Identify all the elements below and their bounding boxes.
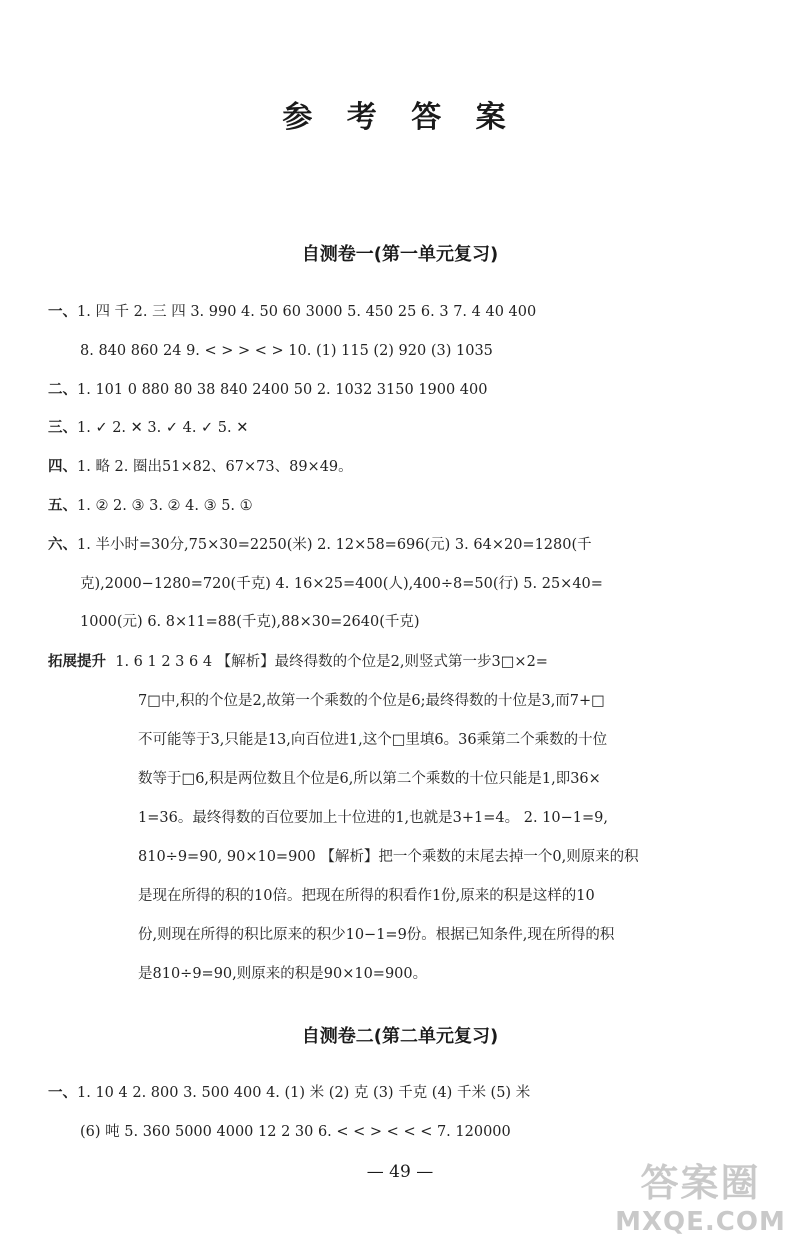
s2-q1-text1: 1. 10 4 2. 800 3. 500 400 4. (1) 米 (2) 克 (3) 千克 (4) 千米 (5) 米 — [77, 1085, 531, 1101]
s1-extension-text0: 1. 6 1 2 3 6 4 【解析】最终得数的个位是2,则竖式第一步3□×2= — [115, 654, 548, 670]
s1-q3-label: 三、 — [48, 420, 77, 436]
s1-q5-text: 1. ② 2. ③ 3. ② 4. ③ 5. ① — [77, 498, 253, 514]
s1-q6-label: 六、 — [48, 537, 77, 553]
s1-extension-line3: 不可能等于3,只能是13,向百位进1,这个□里填6。36乘第二个乘数的十位 — [138, 732, 608, 748]
watermark-logo — [613, 1160, 788, 1246]
s1-q5-line1 — [48, 496, 253, 516]
s1-q3-line1 — [48, 418, 248, 438]
s2-q1-line1 — [48, 1083, 530, 1103]
s1-q2-line1 — [48, 380, 487, 400]
s1-extension-line9: 是810÷9=90,则原来的积是90×10=900。 — [138, 966, 428, 982]
s1-extension-line2: 7□中,积的个位是2,故第一个乘数的个位是6;最终得数的十位是3,而7+□ — [138, 693, 605, 709]
section2-title: 自测卷二(第二单元复习) — [301, 1026, 499, 1047]
s1-q6-line2: 克),2000−1280=720(千克) 4. 16×25=400(人),400÷8=50(行) 5. 25×40= — [80, 576, 603, 592]
s1-extension-label: 拓展提升 — [48, 654, 106, 670]
s1-q1-line1 — [48, 302, 536, 322]
s1-q4-label: 四、 — [48, 459, 77, 475]
s1-q4-line1 — [48, 457, 353, 477]
s1-extension-line8: 份,则现在所得的积比原来的积少10−1=9份。根据已知条件,现在所得的积 — [138, 927, 615, 943]
s2-q1-label: 一、 — [48, 1085, 77, 1101]
s2-q1-line2: (6) 吨 5. 360 5000 4000 12 2 30 6. < < > < < < 7. 120000 — [80, 1124, 511, 1140]
watermark-bottom: MXQE.COM — [615, 1207, 786, 1237]
s1-q1-text1: 1. 四 千 2. 三 四 3. 990 4. 50 60 3000 5. 450 25 6. 3 7. 4 40 400 — [77, 304, 537, 320]
s1-q6-line3: 1000(元) 6. 8×11=88(千克),88×30=2640(千克) — [80, 614, 420, 630]
s1-q2-text: 1. 101 0 880 80 38 840 2400 50 2. 1032 3150 1900 400 — [77, 382, 488, 398]
s1-q1-line2: 8. 840 860 24 9. < > > < > 10. (1) 115 (2) 920 (3) 1035 — [80, 343, 493, 359]
s1-q3-text: 1. ✓ 2. ✕ 3. ✓ 4. ✓ 5. ✕ — [77, 420, 249, 436]
s1-extension-line4: 数等于□6,积是两位数且个位是6,所以第二个乘数的十位只能是1,即36× — [138, 771, 601, 787]
s1-q6-text1: 1. 半小时=30分,75×30=2250(米) 2. 12×58=696(元) 3. 64×20=1280(千 — [77, 537, 592, 553]
s1-q2-label: 二、 — [48, 382, 77, 398]
page-number: — 49 — — [366, 1162, 434, 1182]
page-title: 参 考 答 案 — [282, 100, 518, 135]
section1-title: 自测卷一(第一单元复习) — [301, 244, 499, 265]
s1-q4-text: 1. 略 2. 圈出51×82、67×73、89×49。 — [77, 459, 353, 475]
s1-extension-line1 — [48, 652, 548, 672]
s1-extension-line6: 810÷9=90, 90×10=900 【解析】把一个乘数的末尾去掉一个0,则原来的积 — [138, 849, 639, 865]
watermark-top: 答案圈 — [640, 1161, 761, 1205]
s1-q6-line1 — [48, 535, 592, 555]
s1-extension-line5: 1=36。最终得数的百位要加上十位进的1,也就是3+1=4。 2. 10−1=9, — [138, 810, 608, 826]
s1-extension-line7: 是现在所得的积的10倍。把现在所得的积看作1份,原来的积是这样的10 — [138, 888, 595, 904]
s1-q1-label: 一、 — [48, 304, 77, 320]
s1-q5-label: 五、 — [48, 498, 77, 514]
